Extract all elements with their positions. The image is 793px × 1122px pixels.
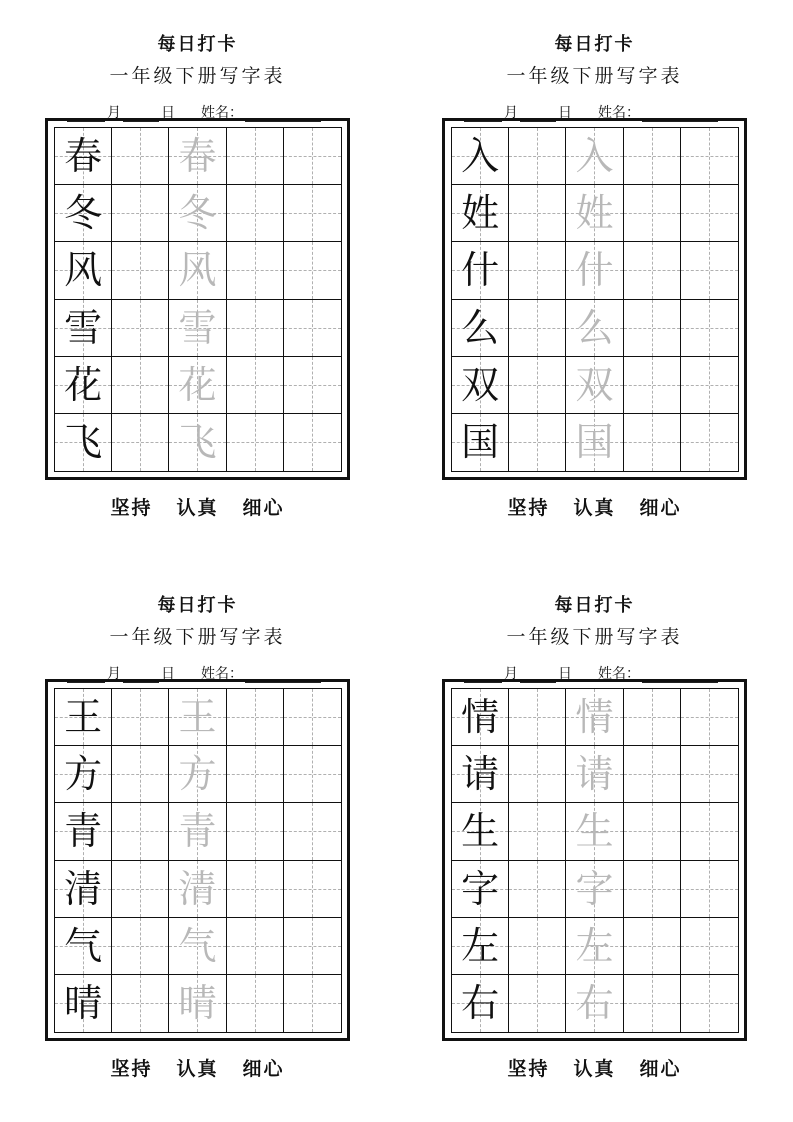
trace-character: 左 [575,923,614,968]
tianzige-cell[interactable] [509,414,566,471]
tianzige-cell [55,128,112,185]
tianzige-cell[interactable] [169,746,226,803]
tianzige-cell [55,242,112,299]
tianzige-cell [452,414,509,471]
tianzige-cell [55,918,112,975]
tianzige-cell[interactable] [566,300,623,357]
month-label: 月 [504,666,518,682]
trace-character: 姓 [575,191,614,236]
tianzige-cell[interactable] [509,128,566,185]
motto-footer [442,1057,747,1081]
tianzige-cell[interactable] [227,128,284,185]
tianzige-cell[interactable] [509,861,566,918]
tianzige-cell[interactable] [566,861,623,918]
motto-word: 细心 [639,1058,682,1080]
model-character: 王 [64,695,103,740]
tianzige-cell[interactable] [169,242,226,299]
trace-character: 清 [178,866,217,911]
tianzige-cell[interactable] [509,300,566,357]
trace-character: 入 [575,134,614,179]
tianzige-cell[interactable] [624,746,681,803]
tianzige-cell[interactable] [681,689,738,746]
trace-character: 方 [178,752,217,797]
model-character: 飞 [64,420,103,465]
motto-word: 认真 [176,497,219,519]
tianzige-cell [452,803,509,860]
tianzige-cell [55,357,112,414]
tianzige-cell[interactable] [624,803,681,860]
tianzige-cell[interactable] [509,975,566,1032]
tianzige-cell [452,357,509,414]
trace-character: 字 [575,866,614,911]
model-character: 姓 [461,191,500,236]
tianzige-cell[interactable] [112,689,169,746]
tianzige-cell[interactable] [169,185,226,242]
day-label: 日 [558,666,572,682]
tianzige-cell[interactable] [681,242,738,299]
tianzige-cell[interactable] [284,975,341,1032]
tianzige-cell[interactable] [624,242,681,299]
model-character: 国 [461,420,500,465]
motto-word: 坚持 [110,497,153,519]
tianzige-cell[interactable] [509,689,566,746]
model-character: 请 [461,752,500,797]
tianzige-cell[interactable] [227,861,284,918]
tianzige-cell[interactable] [509,803,566,860]
month-label: 月 [504,105,518,121]
day-label: 日 [161,666,175,682]
month-label: 月 [107,105,121,121]
tianzige-cell[interactable] [284,300,341,357]
model-character: 清 [64,866,103,911]
trace-character: 双 [575,362,614,407]
sheet-subtitle: 一年级下册写字表 [506,626,683,648]
tianzige-cell [55,746,112,803]
tianzige-cell[interactable] [169,861,226,918]
model-character: 情 [461,695,500,740]
trace-character: 什 [575,248,614,293]
motto-word: 认真 [176,1058,219,1080]
trace-character: 右 [575,981,614,1026]
sheet-subtitle: 一年级下册写字表 [109,626,286,648]
tianzige-cell[interactable] [112,185,169,242]
writing-grid-frame [442,679,747,1041]
writing-grid [451,127,739,472]
tianzige-cell[interactable] [566,746,623,803]
name-label: 姓名： [201,666,243,682]
motto-word: 坚持 [110,1058,153,1080]
trace-character: 晴 [178,981,217,1026]
tianzige-cell[interactable] [227,803,284,860]
writing-grid-frame [45,118,350,480]
tianzige-cell[interactable] [169,414,226,471]
tianzige-cell [452,861,509,918]
tianzige-cell[interactable] [566,975,623,1032]
sheet-subtitle: 一年级下册写字表 [109,65,286,87]
name-label: 姓名： [598,105,640,121]
tianzige-cell[interactable] [112,300,169,357]
practice-sheet [45,595,350,1095]
model-character: 么 [461,305,500,350]
tianzige-cell[interactable] [169,975,226,1032]
motto-word: 细心 [242,497,285,519]
tianzige-cell[interactable] [624,357,681,414]
tianzige-cell[interactable] [169,128,226,185]
tianzige-cell[interactable] [112,357,169,414]
practice-sheet [442,34,747,534]
motto-footer [45,496,350,520]
tianzige-cell[interactable] [284,803,341,860]
tianzige-cell [452,689,509,746]
tianzige-cell[interactable] [624,918,681,975]
tianzige-cell[interactable] [227,414,284,471]
tianzige-cell [452,300,509,357]
month-label: 月 [107,666,121,682]
tianzige-cell[interactable] [227,975,284,1032]
tianzige-cell[interactable] [284,861,341,918]
tianzige-cell [55,803,112,860]
tianzige-cell[interactable] [681,975,738,1032]
writing-grid [54,688,342,1033]
tianzige-cell[interactable] [624,861,681,918]
name-label: 姓名： [201,105,243,121]
tianzige-cell[interactable] [566,185,623,242]
motto-footer [45,1057,350,1081]
tianzige-cell[interactable] [169,300,226,357]
model-character: 青 [64,809,103,854]
tianzige-cell[interactable] [681,803,738,860]
tianzige-cell[interactable] [681,300,738,357]
trace-character: 风 [178,248,217,293]
tianzige-cell[interactable] [566,414,623,471]
tianzige-cell[interactable] [681,185,738,242]
sheet-subtitle: 一年级下册写字表 [506,65,683,87]
model-character: 生 [461,809,500,854]
tianzige-cell[interactable] [681,128,738,185]
tianzige-cell[interactable] [624,185,681,242]
writing-grid [451,688,739,1033]
tianzige-cell[interactable] [112,975,169,1032]
tianzige-cell[interactable] [624,128,681,185]
tianzige-cell[interactable] [169,357,226,414]
trace-character: 飞 [178,420,217,465]
tianzige-cell[interactable] [509,918,566,975]
tianzige-cell[interactable] [681,918,738,975]
writing-grid-frame [45,679,350,1041]
sheet-title: 每日打卡 [554,595,635,616]
model-character: 双 [461,362,500,407]
tianzige-cell[interactable] [624,689,681,746]
trace-character: 王 [178,695,217,740]
writing-grid [54,127,342,472]
tianzige-cell[interactable] [624,975,681,1032]
tianzige-cell[interactable] [227,185,284,242]
tianzige-cell[interactable] [169,689,226,746]
tianzige-cell[interactable] [624,414,681,471]
tianzige-cell[interactable] [227,689,284,746]
tianzige-cell[interactable] [169,803,226,860]
practice-sheet [45,34,350,534]
tianzige-cell [55,414,112,471]
tianzige-cell [55,861,112,918]
day-label: 日 [161,105,175,121]
tianzige-cell[interactable] [112,414,169,471]
model-character: 入 [461,134,500,179]
tianzige-cell[interactable] [624,300,681,357]
trace-character: 花 [178,362,217,407]
trace-character: 青 [178,809,217,854]
day-label: 日 [558,105,572,121]
tianzige-cell[interactable] [112,803,169,860]
tianzige-cell [55,300,112,357]
model-character: 右 [461,981,500,1026]
model-character: 花 [64,362,103,407]
motto-word: 坚持 [507,1058,550,1080]
tianzige-cell[interactable] [227,357,284,414]
tianzige-cell[interactable] [112,861,169,918]
tianzige-cell[interactable] [509,357,566,414]
model-character: 雪 [64,305,103,350]
tianzige-cell[interactable] [566,918,623,975]
trace-character: 春 [178,134,217,179]
model-character: 风 [64,248,103,293]
motto-footer [442,496,747,520]
model-character: 春 [64,134,103,179]
trace-character: 生 [575,809,614,854]
tianzige-cell[interactable] [112,242,169,299]
trace-character: 冬 [178,191,217,236]
tianzige-cell [55,689,112,746]
tianzige-cell[interactable] [112,128,169,185]
trace-character: 情 [575,695,614,740]
tianzige-cell[interactable] [509,242,566,299]
practice-sheet [442,595,747,1095]
tianzige-cell[interactable] [284,128,341,185]
tianzige-cell [452,918,509,975]
model-character: 字 [461,866,500,911]
tianzige-cell[interactable] [681,746,738,803]
tianzige-cell[interactable] [566,242,623,299]
tianzige-cell [452,242,509,299]
model-character: 晴 [64,981,103,1026]
tianzige-cell [452,128,509,185]
tianzige-cell[interactable] [169,918,226,975]
tianzige-cell[interactable] [681,414,738,471]
motto-word: 认真 [573,1058,616,1080]
tianzige-cell[interactable] [681,861,738,918]
trace-character: 国 [575,420,614,465]
tianzige-cell[interactable] [284,689,341,746]
tianzige-cell[interactable] [509,746,566,803]
model-character: 什 [461,248,500,293]
tianzige-cell [452,746,509,803]
tianzige-cell [55,185,112,242]
trace-character: 么 [575,305,614,350]
tianzige-cell [452,975,509,1032]
writing-grid-frame [442,118,747,480]
trace-character: 请 [575,752,614,797]
tianzige-cell[interactable] [284,918,341,975]
tianzige-cell[interactable] [284,357,341,414]
tianzige-cell[interactable] [566,689,623,746]
tianzige-cell[interactable] [227,746,284,803]
sheet-title: 每日打卡 [157,34,238,55]
model-character: 方 [64,752,103,797]
tianzige-cell[interactable] [566,803,623,860]
tianzige-cell[interactable] [112,918,169,975]
tianzige-cell[interactable] [681,357,738,414]
tianzige-cell[interactable] [227,918,284,975]
tianzige-cell[interactable] [509,185,566,242]
trace-character: 气 [178,923,217,968]
tianzige-cell[interactable] [566,128,623,185]
sheet-title: 每日打卡 [157,595,238,616]
motto-word: 坚持 [507,497,550,519]
tianzige-cell[interactable] [284,242,341,299]
tianzige-cell[interactable] [227,300,284,357]
tianzige-cell [452,185,509,242]
sheet-title: 每日打卡 [554,34,635,55]
tianzige-cell [55,975,112,1032]
tianzige-cell[interactable] [566,357,623,414]
motto-word: 细心 [242,1058,285,1080]
model-character: 冬 [64,191,103,236]
name-label: 姓名： [598,666,640,682]
tianzige-cell[interactable] [284,746,341,803]
motto-word: 认真 [573,497,616,519]
tianzige-cell[interactable] [112,746,169,803]
motto-word: 细心 [639,497,682,519]
tianzige-cell[interactable] [227,242,284,299]
tianzige-cell[interactable] [284,414,341,471]
tianzige-cell[interactable] [284,185,341,242]
model-character: 气 [64,923,103,968]
trace-character: 雪 [178,305,217,350]
model-character: 左 [461,923,500,968]
